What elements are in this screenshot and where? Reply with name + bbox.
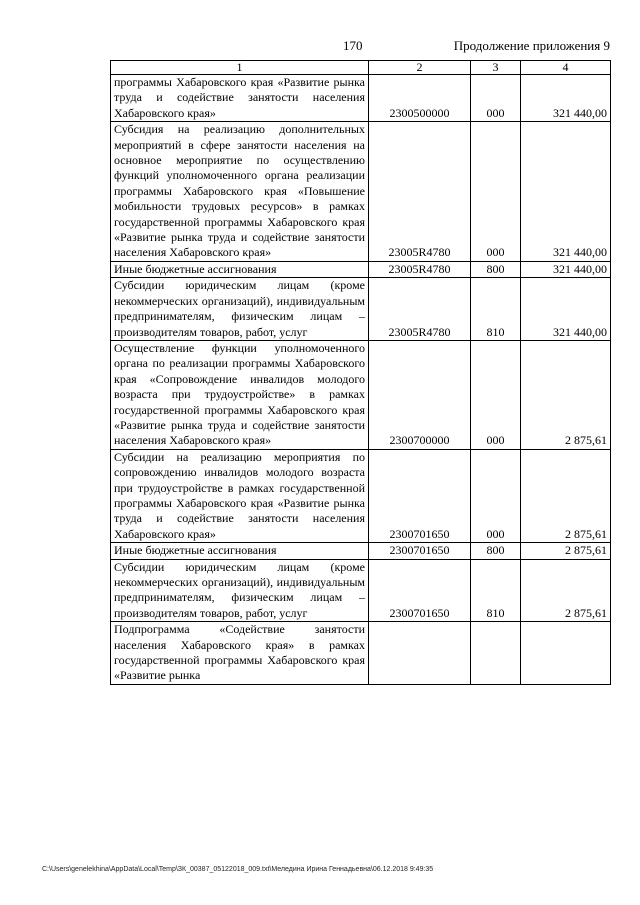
table-row bbox=[111, 278, 611, 341]
table-row bbox=[111, 543, 611, 559]
row-type: 000 bbox=[471, 449, 521, 542]
row-code bbox=[369, 622, 471, 685]
row-type: 800 bbox=[471, 261, 521, 277]
row-name: Субсидии юридическим лицам (кроме некоммерческих организаций), индивидуальным предпринимателям, физическим лицам – производителям товаров, работ, услуг bbox=[111, 278, 369, 341]
row-name: программы Хабаровского края «Развитие рынка труда и содействие занятости населения Хабаровского края» bbox=[111, 75, 369, 122]
row-name: Субсидия на реализацию дополнительных мероприятий в сфере занятости населения на основное мероприятие по осуществлению функций уполномоченного органа реализации программы Хабаровского края «Повышение мобильности трудовых ресурсов» в рамках государственной программы Хабаровского края «Развитие рынка труда и содействие занятости населения Хабаровского края» bbox=[111, 122, 369, 262]
row-code: 2300700000 bbox=[369, 340, 471, 449]
page-number: 170 bbox=[343, 38, 363, 53]
column-header-2: 2 bbox=[369, 61, 471, 75]
column-header-3: 3 bbox=[471, 61, 521, 75]
table-row bbox=[111, 75, 611, 122]
row-amount: 2 875,61 bbox=[521, 543, 611, 559]
row-amount: 2 875,61 bbox=[521, 449, 611, 542]
row-code: 2300701650 bbox=[369, 543, 471, 559]
row-name: Субсидии юридическим лицам (кроме некоммерческих организаций), индивидуальным предпринимателям, физическим лицам – производителям товаров, работ, услуг bbox=[111, 559, 369, 622]
row-amount: 321 440,00 bbox=[521, 122, 611, 262]
row-amount: 2 875,61 bbox=[521, 340, 611, 449]
row-code: 2300500000 bbox=[369, 75, 471, 122]
row-name: Иные бюджетные ассигнования bbox=[111, 543, 369, 559]
column-header-1: 1 bbox=[111, 61, 369, 75]
row-code: 2300701650 bbox=[369, 559, 471, 622]
row-type: 800 bbox=[471, 543, 521, 559]
row-type: 000 bbox=[471, 340, 521, 449]
row-name: Подпрограмма «Содействие занятости населения Хабаровского края» в рамках государственной программы Хабаровского края «Развитие рынка bbox=[111, 622, 369, 685]
row-code: 23005R4780 bbox=[369, 278, 471, 341]
row-name: Субсидии на реализацию мероприятия по сопровождению инвалидов молодого возраста при трудоустройстве в рамках государственной программы Хабаровского края «Развитие рынка труда и содействие занятости населения Хабаровского края» bbox=[111, 449, 369, 542]
row-amount: 2 875,61 bbox=[521, 559, 611, 622]
row-type: 000 bbox=[471, 122, 521, 262]
table-row bbox=[111, 340, 611, 449]
row-amount: 321 440,00 bbox=[521, 75, 611, 122]
column-header-row bbox=[111, 61, 611, 75]
row-type bbox=[471, 622, 521, 685]
row-amount: 321 440,00 bbox=[521, 278, 611, 341]
row-name: Осуществление функции уполномоченного органа по реализации программы Хабаровского края «Сопровождение инвалидов молодого возраста при трудоустройстве» в рамках государственной программы Хабаровского края «Развитие рынка труда и содействие занятости населения Хабаровского края» bbox=[111, 340, 369, 449]
table-row bbox=[111, 622, 611, 685]
row-amount: 321 440,00 bbox=[521, 261, 611, 277]
row-type: 000 bbox=[471, 75, 521, 122]
table-row bbox=[111, 559, 611, 622]
row-type: 810 bbox=[471, 559, 521, 622]
column-header-4: 4 bbox=[521, 61, 611, 75]
table-row bbox=[111, 449, 611, 542]
continuation-label: Продолжение приложения 9 bbox=[453, 38, 610, 53]
row-type: 810 bbox=[471, 278, 521, 341]
footer-file-path: C:\Users\genelekhina\AppData\Local\Temp\ЗК_00387_05122018_009.txt\Меледина Ирина Геннадьевна\06.12.2018 9:49:35 bbox=[42, 866, 434, 873]
row-amount bbox=[521, 622, 611, 685]
row-name: Иные бюджетные ассигнования bbox=[111, 261, 369, 277]
table-row bbox=[111, 261, 611, 277]
row-code: 2300701650 bbox=[369, 449, 471, 542]
table-row bbox=[111, 122, 611, 262]
row-code: 23005R4780 bbox=[369, 122, 471, 262]
row-code: 23005R4780 bbox=[369, 261, 471, 277]
budget-table bbox=[110, 60, 611, 685]
